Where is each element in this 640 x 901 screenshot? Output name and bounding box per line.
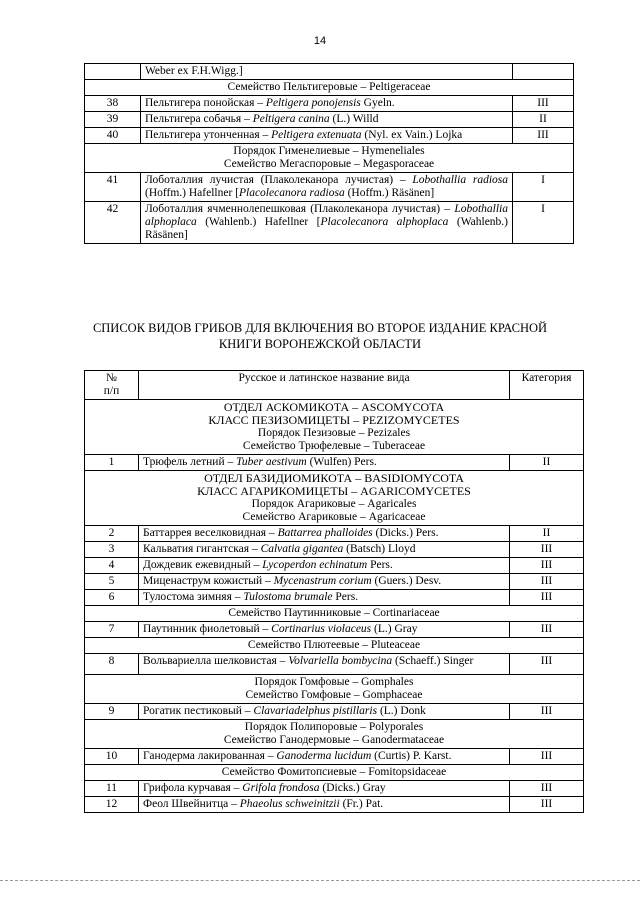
table-row	[85, 574, 584, 590]
species-cell: Пельтигера понойская – Peltigera ponojensis Gyeln.	[141, 96, 513, 112]
group-row	[85, 720, 584, 749]
family-row	[85, 638, 584, 654]
num-cell: 5	[85, 574, 139, 590]
order-family-heading: Порядок Полипоровые – Polyporales Семейство Ганодермовые – Ganodermataceae	[85, 720, 584, 749]
family-heading: Семейство Плютеевые – Pluteaceae	[85, 638, 584, 654]
table-row	[85, 112, 574, 128]
species-cell: Лоботаллия ячменнолепешковая (Плаколеканора лучистая) – Lobothallia alphoplaca (Wahlenb.) Hafellner [Placolecanora alphoplaca (Wahlenb.) Räsänen]	[141, 202, 513, 244]
species-cell: Ганодерма лакированная – Ganoderma lucidum (Curtis) P. Karst.	[139, 749, 510, 765]
family-row	[85, 606, 584, 622]
species-cell: Рогатик пестиковый – Clavariadelphus pistillaris (L.) Donk	[139, 704, 510, 720]
species-cell: Грифола курчавая – Grifola frondosa (Dicks.) Gray	[139, 781, 510, 797]
table-row	[85, 622, 584, 638]
category-cell: II	[513, 112, 574, 128]
num-cell	[85, 64, 141, 80]
table-row	[85, 96, 574, 112]
header-row	[85, 371, 584, 400]
category-cell: III	[510, 574, 584, 590]
category-cell: III	[513, 128, 574, 144]
lichen-table-continued	[84, 63, 574, 244]
num-cell: 10	[85, 749, 139, 765]
category-cell: I	[513, 173, 574, 202]
num-cell: 39	[85, 112, 141, 128]
table-row	[85, 749, 584, 765]
category-cell: III	[513, 96, 574, 112]
table-row	[85, 202, 574, 244]
num-cell: 9	[85, 704, 139, 720]
num-cell: 11	[85, 781, 139, 797]
species-cell: Пельтигера собачья – Peltigera canina (L.) Willd	[141, 112, 513, 128]
family-row	[85, 765, 584, 781]
category-cell: III	[510, 781, 584, 797]
num-cell: 4	[85, 558, 139, 574]
table-row	[85, 526, 584, 542]
category-cell: II	[510, 455, 584, 471]
page-bottom-divider	[0, 880, 640, 881]
order-family-heading: Порядок Гомфовые – Gomphales Семейство Гомфовые – Gomphaceae	[85, 675, 584, 704]
table-row	[85, 654, 584, 675]
table-row	[85, 797, 584, 813]
category-cell: III	[510, 797, 584, 813]
category-cell: III	[510, 704, 584, 720]
page-number: 14	[313, 35, 327, 47]
table-row	[85, 704, 584, 720]
num-cell: 1	[85, 455, 139, 471]
header-num-cell: № п/п	[85, 371, 139, 400]
species-cell: Лоботаллия лучистая (Плаколеканора лучистая) – Lobothallia radiosa (Hoffm.) Hafellner [Placolecanora radiosa (Hoffm.) Räsänen]	[141, 173, 513, 202]
species-cell: Пельтигера утонченная – Peltigera extenuata (Nyl. ex Vain.) Lojka	[141, 128, 513, 144]
category-cell: III	[510, 542, 584, 558]
division-heading: ОТДЕЛ БАЗИДИОМИКОТА – BASIDIOMYCOTA КЛАСС АГАРИКОМИЦЕТЫ – AGARICOMYCETES Порядок Агариковые – Agaricales Семейство Агариковые – Agaricaceae	[85, 471, 584, 526]
species-cell: Баттаррея веселковидная – Battarrea phalloides (Dicks.) Pers.	[139, 526, 510, 542]
num-cell: 38	[85, 96, 141, 112]
num-cell: 42	[85, 202, 141, 244]
species-cell: Паутинник фиолетовый – Cortinarius violaceus (L.) Gray	[139, 622, 510, 638]
category-cell: III	[510, 558, 584, 574]
num-cell: 2	[85, 526, 139, 542]
table-row	[85, 781, 584, 797]
num-cell: 6	[85, 590, 139, 606]
table-row	[85, 64, 574, 80]
family-row	[85, 80, 574, 96]
num-cell: 40	[85, 128, 141, 144]
table-row	[85, 542, 584, 558]
group-row	[85, 400, 584, 455]
species-cell: Тулостома зимняя – Tulostoma brumale Pers.	[139, 590, 510, 606]
category-cell: III	[510, 654, 584, 675]
category-cell: III	[510, 622, 584, 638]
family-heading: Семейство Пельтигеровые – Peltigeraceae	[85, 80, 574, 96]
species-cell: Дождевик ежевидный – Lycoperdon echinatum Pers.	[139, 558, 510, 574]
num-cell: 12	[85, 797, 139, 813]
category-cell: III	[510, 749, 584, 765]
header-name-cell: Русское и латинское название вида	[139, 371, 510, 400]
group-row	[85, 675, 584, 704]
family-heading: Семейство Фомитопсиевые – Fomitopsidaceae	[85, 765, 584, 781]
order-family-heading: Порядок Гименелиевые – Hymeneliales Семейство Мегаспоровые – Megasporaceae	[85, 144, 574, 173]
group-row	[85, 144, 574, 173]
species-cell: Weber ex F.H.Wigg.]	[141, 64, 513, 80]
family-heading: Семейство Паутинниковые – Cortinariaceae	[85, 606, 584, 622]
category-cell: I	[513, 202, 574, 244]
table-row	[85, 590, 584, 606]
num-cell: 7	[85, 622, 139, 638]
table-row	[85, 128, 574, 144]
table-row	[85, 558, 584, 574]
species-cell: Вольвариелла шелковистая – Volvariella bombycina (Schaeff.) Singer	[139, 654, 510, 675]
table-row	[85, 455, 584, 471]
num-cell: 3	[85, 542, 139, 558]
group-row	[85, 471, 584, 526]
species-cell: Кальватия гигантская – Calvatia gigantea (Batsch) Lloyd	[139, 542, 510, 558]
category-cell: II	[510, 526, 584, 542]
species-cell: Миценаструм кожистый – Mycenastrum corium (Guers.) Desv.	[139, 574, 510, 590]
section-heading: СПИСОК ВИДОВ ГРИБОВ ДЛЯ ВКЛЮЧЕНИЯ ВО ВТОРОЕ ИЗДАНИЕ КРАСНОЙ КНИГИ ВОРОНЕЖСКОЙ ОБЛАСТИ	[92, 321, 548, 351]
table-row	[85, 173, 574, 202]
category-cell	[513, 64, 574, 80]
category-cell: III	[510, 590, 584, 606]
division-heading: ОТДЕЛ АСКОМИКОТА – ASCOMYCOTA КЛАСС ПЕЗИЗОМИЦЕТЫ – PEZIZOMYCETES Порядок Пезизовые – Pezizales Семейство Трюфелевые – Tuberaceae	[85, 400, 584, 455]
header-category-cell: Категория	[510, 371, 584, 400]
species-cell: Феол Швейнитца – Phaeolus schweinitzii (Fr.) Pat.	[139, 797, 510, 813]
species-cell: Трюфель летний – Tuber aestivum (Wulfen) Pers.	[139, 455, 510, 471]
num-cell: 41	[85, 173, 141, 202]
num-cell: 8	[85, 654, 139, 675]
fungi-table	[84, 370, 584, 813]
